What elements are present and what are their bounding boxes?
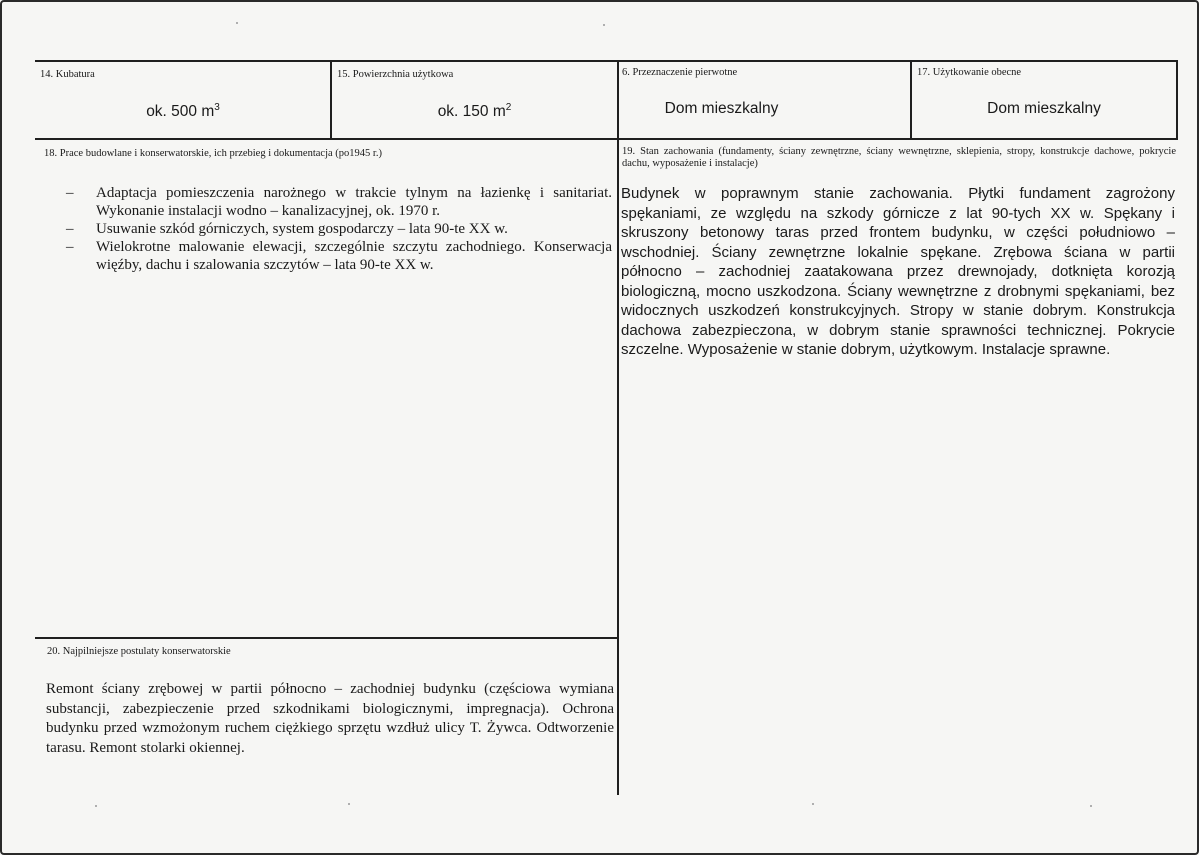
postulaty-label: 20. Najpilniejsze postulaty konserwatorskie — [47, 646, 231, 657]
postulaty-text: Remont ściany zrębowej w partii północno – zachodniej budynku (częściowa wymiana substancji, zabezpieczenie przed szkodnikami biologicznymi, impregnacja). Ochrona budynku przed wzmożonym ruchem ciężkiego sprzętu wzdłuż ulicy T. Żywca. Odtworzenie tarasu. Remont stolarki okiennej. — [46, 681, 614, 756]
uzytkowanie-value: Dom mieszkalny — [987, 100, 1101, 117]
list-item-text: Usuwanie szkód górniczych, system gospodarczy – lata 90-te XX w. — [96, 221, 508, 237]
list-item — [40, 184, 612, 220]
powierzchnia-value — [332, 102, 617, 121]
kubatura-label: 14. Kubatura — [40, 69, 95, 80]
stan-label: 19. Stan zachowania (fundamenty, ściany zewnętrzne, ściany wewnętrzne, sklepienia, stropy, konstrukcje dachowe, pokrycie dachu, wyposażenie i instalacje) — [622, 146, 1176, 169]
kubatura-value — [36, 102, 330, 121]
uzytkowanie-label: 17. Użytkowanie obecne — [917, 67, 1022, 78]
list-item-text: Wielokrotne malowanie elewacji, szczególnie szczytu zachodniego. Konserwacja więźby, dachu i szalowania szczytów – lata 90-te XX w. — [96, 239, 612, 273]
powierzchnia-exponent: 2 — [505, 102, 512, 113]
right-rule — [1176, 60, 1178, 140]
list-dash: – — [66, 239, 74, 255]
list-item-text: Adaptacja pomieszczenia narożnego w trakcie tylnym na łazienkę i sanitariat. Wykonanie instalacji wodno – kanalizacyjnej, ok. 1970 r. — [96, 185, 612, 219]
row-divider — [35, 138, 1178, 140]
powierzchnia-label: 15. Powierzchnia użytkowa — [337, 69, 454, 80]
list-dash: – — [66, 185, 74, 201]
col-divider-center — [617, 60, 619, 795]
scan-speck — [603, 24, 605, 26]
scan-speck — [95, 805, 97, 807]
list-dash: – — [66, 221, 74, 237]
prace-list — [40, 184, 612, 274]
prace-label: 18. Prace budowlane i konserwatorskie, ich przebieg i dokumentacja (po1945 r.) — [44, 148, 382, 159]
powierzchnia-value-text: ok. 150 m — [437, 103, 506, 121]
col-divider-1 — [330, 60, 332, 140]
list-item — [40, 220, 612, 238]
list-item — [40, 238, 612, 274]
top-rule — [35, 60, 1178, 62]
scan-speck — [1090, 805, 1092, 807]
scan-speck — [348, 803, 350, 805]
scan-speck — [812, 803, 814, 805]
przeznaczenie-value: Dom mieszkalny — [664, 100, 779, 117]
kubatura-value-text: ok. 500 m — [146, 103, 215, 121]
scan-speck — [236, 22, 238, 24]
postulaty-divider — [35, 637, 618, 639]
stan-text: Budynek w poprawnym stanie zachowania. Płytki fundament zagrożony spękaniami, ze względu na szkody górnicze z lat 90-tych XX w. Spękany i skruszony betonowy taras przed frontem budynku, w części południowo – wschodniej. Ściany zewnętrzne lokalnie spękane. Zrębowa ściana w partii północno – zachodniej zaatakowana przez drewnojady, dotknięta korozją biologiczną, mocno uszkodzona. Ściany wewnętrzne z drobnymi spękaniami, bez widocznych uszkodzeń konstrukcyjnych. Stropy w stanie dobrym. Konstrukcja dachowa zabezpieczona, w dobrym stanie sprawności technicznej. Pokrycie szczelne. Wyposażenie w stanie dobrym, użytkowym. Instalacje sprawne. — [621, 185, 1175, 358]
kubatura-exponent: 3 — [214, 102, 220, 113]
przeznaczenie-label: 6. Przeznaczenie pierwotne — [622, 67, 738, 78]
